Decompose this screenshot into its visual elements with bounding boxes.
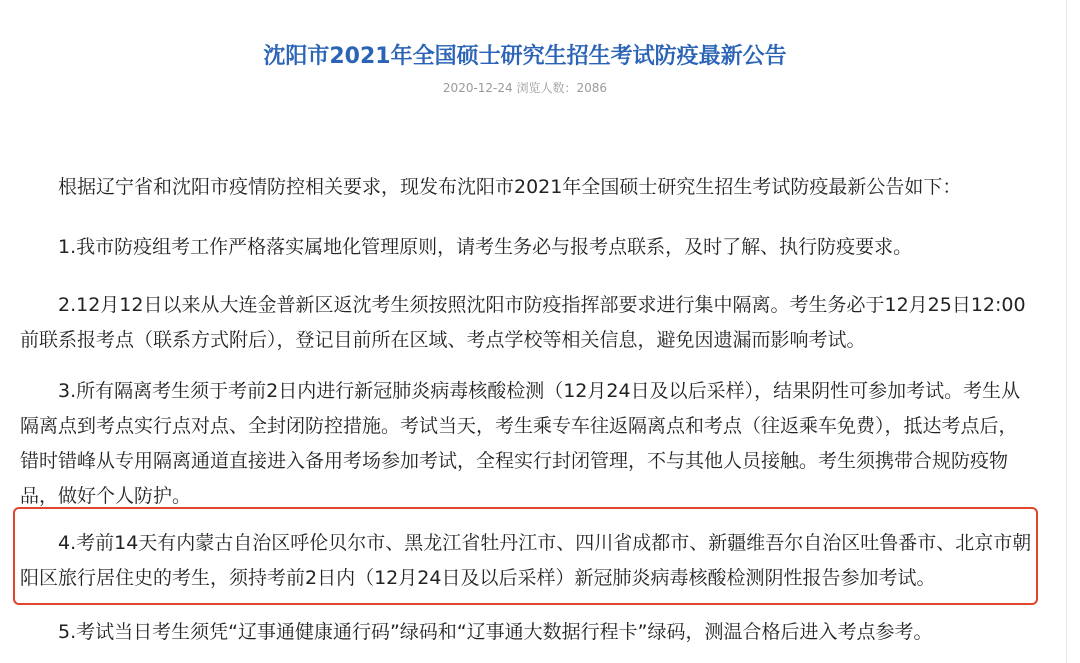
views-label: 浏览人数： bbox=[516, 81, 577, 95]
article-title: 沈阳市2021年全国硕士研究生招生考试防疫最新公告 bbox=[263, 43, 787, 69]
publish-date: 2020-12-24 bbox=[442, 81, 513, 95]
notice-item-2: 2.12月12日以来从大连金普新区返沈考生须按照沈阳市防疫指挥部要求进行集中隔离。考生务必于12月25日12:00前联系报考点（联系方式附后），登记目前所在区域、考点学校等相关信息，避免因遗漏而影响考试。 bbox=[20, 294, 1026, 351]
notice-item-5: 5.考试当日考生须凭“辽事通健康通行码”绿码和“辽事通大数据行程卡”绿码，测温合格后进入考点参考。 bbox=[58, 621, 933, 643]
right-divider bbox=[1066, 0, 1067, 663]
highlight-box bbox=[13, 507, 1038, 605]
notice-item-3: 3.所有隔离考生须于考前2日内进行新冠肺炎病毒核酸检测（12月24日及以后采样），结果阴性可参加考试。考生从隔离点到考点实行点对点、全封闭防控措施。考试当天，考生乘专车往返隔离点和考点（往返乘车免费），抵达考点后，错时错峰从专用隔离通道直接进入备用考场参加考试，全程实行封闭管理，不与其他人员接触。考生须携带合规防疫物品，做好个人防护。 bbox=[20, 380, 1021, 507]
intro-paragraph: 根据辽宁省和沈阳市疫情防控相关要求，现发布沈阳市2021年全国硕士研究生招生考试防疫最新公告如下： bbox=[58, 176, 962, 198]
notice-item-4: 4.考前14天有内蒙古自治区呼伦贝尔市、黑龙江省牡丹江市、四川省成都市、新疆维吾尔自治区吐鲁番市、北京市朝阳区旅行居住史的考生，须持考前2日内（12月24日及以后采样）新冠肺炎病毒核酸检测阴性报告参加考试。 bbox=[20, 532, 1032, 589]
views-count: 2086 bbox=[576, 81, 608, 95]
article-meta bbox=[0, 78, 1050, 98]
notice-item-1: 1.我市防疫组考工作严格落实属地化管理原则，请考生务必与报考点联系，及时了解、执行防疫要求。 bbox=[58, 236, 913, 258]
